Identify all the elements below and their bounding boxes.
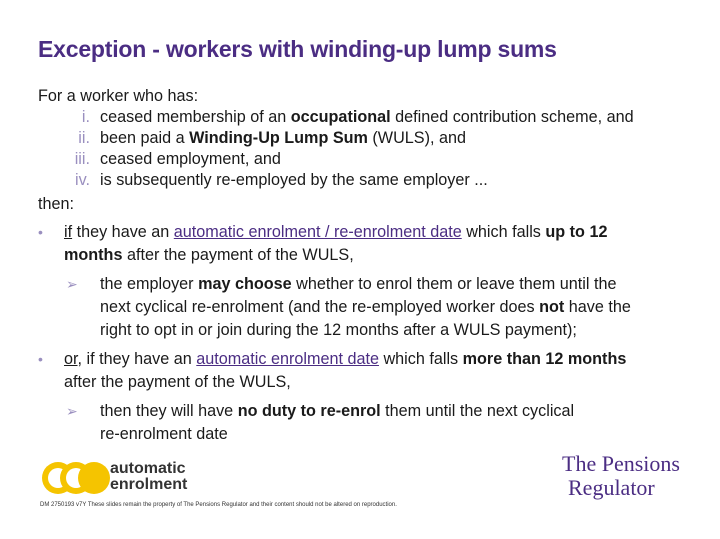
roman-numeral: ii. xyxy=(78,129,90,147)
bullet-dot-icon: • xyxy=(38,351,43,367)
roman-numeral: iv. xyxy=(75,171,90,189)
condition-item: iv. is subsequently re-employed by the same employer ... xyxy=(38,170,704,191)
arrow-right-icon: ➢ xyxy=(66,276,78,292)
sub-item-no-duty: ➢ then they will have no duty to re-enrol them until the next cyclical re-enrolment date xyxy=(66,402,575,443)
then-text: then: xyxy=(38,195,75,213)
bullet-item-more-than-12-months: • or, if they have an automatic enrolment date which falls more than 12 months after the payment of the WULS, xyxy=(38,350,627,391)
auto-enrolment-date-link[interactable]: automatic enrolment date xyxy=(196,350,379,368)
logo-circle-icon xyxy=(78,462,110,494)
condition-item: ii. been paid a Winding-Up Lump Sum (WULS), and xyxy=(38,128,704,149)
condition-item: i. ceased membership of an occupational defined contribution scheme, and xyxy=(38,107,704,128)
condition-item: iii. ceased employment, and xyxy=(38,149,704,170)
intro-text: For a worker who has: xyxy=(38,87,199,105)
roman-numeral: i. xyxy=(81,108,90,126)
footer-disclaimer: DM 2750193 v7Y These slides remain the property of The Pensions Regulator and their content should not be altered on reproduction. xyxy=(40,502,397,508)
bullet-item-up-to-12-months: • if they have an automatic enrolment / re-enrolment date which falls up to 12 months after the payment of the WULS, xyxy=(38,223,608,264)
auto-enrolment-date-link[interactable]: automatic enrolment / re-enrolment date xyxy=(173,223,462,241)
slide-title: Exception - workers with winding-up lump sums xyxy=(38,36,557,62)
logo-text: automatic enrolment xyxy=(110,460,188,493)
pensions-regulator-logo: The Pensions Regulator xyxy=(562,451,680,500)
sub-item-employer-may-choose: ➢ the employer may choose whether to enrol them or leave them until the next cyclical re-enrolment (and the re-employed worker does not have the right to opt in or join during the 12 months after a WULS payment); xyxy=(66,275,631,339)
slide-body xyxy=(38,86,704,446)
bullet-dot-icon: • xyxy=(38,224,43,240)
roman-numeral: iii. xyxy=(74,150,90,168)
arrow-right-icon: ➢ xyxy=(66,403,78,419)
